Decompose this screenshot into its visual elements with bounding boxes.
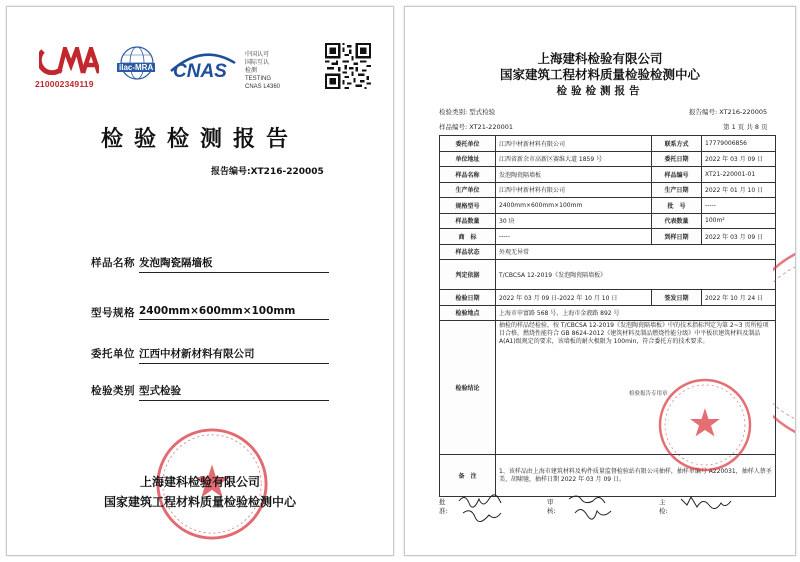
field-label: 型号规格 <box>91 307 135 319</box>
table-value: 2022 年 01 月 10 日 <box>702 182 776 198</box>
sign-label: 审核: <box>547 498 556 515</box>
sample-name-row <box>91 255 331 271</box>
cma-mark-icon <box>39 47 99 75</box>
table-label: 批 号 <box>652 198 702 214</box>
table-label: 判定依据 <box>440 260 496 290</box>
handwritten-signature-icon <box>565 489 625 523</box>
report-detail-page <box>404 6 796 556</box>
table-row <box>440 198 776 214</box>
sign-label: 批准: <box>439 498 448 515</box>
report-number: 报告编号: XT216-220005 <box>689 108 768 116</box>
table-row <box>440 136 776 152</box>
table-value: 30 块 <box>496 213 652 229</box>
table-label: 检验地点 <box>440 305 496 321</box>
sample-number: 样品编号: XT21-220001 <box>439 123 513 131</box>
table-row <box>440 290 776 306</box>
perforation-seal-icon <box>773 243 796 443</box>
ilac-mra-logo <box>113 45 161 95</box>
cnas-wordmark: CNAS <box>173 61 227 79</box>
table-value: 2400mm×600mm×100mm <box>496 198 652 214</box>
table-value: 上海市申富路 568 号，上海市金液路 892 号 <box>496 305 776 321</box>
report-cover-page <box>6 6 394 556</box>
table-label: 检验结论 <box>440 321 496 455</box>
table-row <box>440 229 776 245</box>
table-value: 2022 年 03 月 09 日 <box>702 229 776 245</box>
field-label: 样品名称 <box>91 257 135 269</box>
client-row <box>91 346 331 362</box>
table-label: 商 标 <box>440 229 496 245</box>
org-name-line: 上海建科检验有限公司 <box>537 51 663 66</box>
field-label: 委托单位 <box>91 348 135 360</box>
table-value: 江西中材新材料有限公司 <box>496 136 652 152</box>
table-label: 样品编号 <box>652 167 702 183</box>
table-label: 代表数量 <box>652 213 702 229</box>
table-label: 备 注 <box>440 455 496 497</box>
report-number: 报告编号:XT216-220005 <box>211 167 324 177</box>
table-value: 发泡陶瓷隔墙板 <box>496 167 652 183</box>
field-value: 2400mm×600mm×100mm <box>139 305 329 320</box>
qr-code-icon <box>325 43 371 89</box>
table-value: 江西中材新材料有限公司 <box>496 182 652 198</box>
ilac-label: ilac-MRA <box>119 63 154 72</box>
table-value: 2022 年 10 月 24 日 <box>702 290 776 306</box>
cma-number: 210002349119 <box>35 79 94 89</box>
inspection-type: 检验类别: 型式检验 <box>439 108 496 116</box>
table-value: 2022 年 03 月 09 日-2022 年 10 月 10 日 <box>496 290 652 306</box>
cnas-info-line: 国际互认 <box>245 60 270 66</box>
table-value: 17779006856 <box>702 136 776 152</box>
table-value: 2022 年 03 月 09 日 <box>702 151 776 167</box>
table-value: 100m² <box>702 213 776 229</box>
table-label: 样品状态 <box>440 244 496 260</box>
org-name-line: 国家建筑工程材料质量检验检测中心 <box>103 495 296 509</box>
cnas-info-line: 检测 <box>245 68 258 74</box>
seal-note: 检验报告专用章 <box>629 391 668 397</box>
field-value: 江西中材新材料有限公司 <box>139 346 329 364</box>
table-value: ----- <box>702 198 776 214</box>
cnas-info-line: TESTING <box>245 76 272 82</box>
report-title: 检验检测报告 <box>100 126 299 152</box>
cnas-info-line: 中国认可 <box>245 52 270 58</box>
table-label: 样品名称 <box>440 167 496 183</box>
handwritten-signature-icon <box>457 489 517 523</box>
table-value: XT21-220001-01 <box>702 167 776 183</box>
field-label: 检验类别 <box>91 385 135 397</box>
field-value: 发泡陶瓷隔墙板 <box>139 255 329 273</box>
cnas-mark-icon <box>169 51 237 79</box>
org-name-line: 国家建筑工程材料质量检验检测中心 <box>499 67 700 82</box>
table-value: 1、该样品由上海市建筑材料及构件质量监督检验站有限公司抽样，抽样单编号 A220031，抽样人蔡圣美、胡啸驰，抽样日期 2022 年 03 月 09 日。 <box>496 455 776 497</box>
table-row <box>440 167 776 183</box>
table-label: 规格型号 <box>440 198 496 214</box>
table-label: 检验日期 <box>440 290 496 306</box>
table-label: 单位地址 <box>440 151 496 167</box>
table-label: 生产单位 <box>440 182 496 198</box>
table-label: 到样日期 <box>652 229 702 245</box>
table-row <box>440 305 776 321</box>
table-label: 签发日期 <box>652 290 702 306</box>
field-value: 型式检验 <box>139 383 329 401</box>
table-label: 样品数量 <box>440 213 496 229</box>
model-spec-row <box>91 305 331 321</box>
cnas-info-line: CNAS L4360 <box>245 84 281 90</box>
accreditation-logos <box>35 45 375 101</box>
conclusion-text: 抽检的样品经检验，按 T/CBCSA 12-2019《发泡陶瓷隔墙板》中的技术指标判定为第 2~3 页所检项目合格，燃烧性能符合 GB 8624-2012《建筑材料及制品燃烧性能分级》中平板状建筑材料及制品 A(A1)级规定的要求，该墙板的耐火极限为 100min，符合委托方的技术要求。 <box>499 322 769 345</box>
cnas-logo <box>169 45 241 97</box>
table-value: 江西省新余市高新区赛维大道 1859 号 <box>496 151 652 167</box>
table-row <box>440 151 776 167</box>
org-name-line: 上海建科检验有限公司 <box>139 475 260 489</box>
report-title: 检验检测报告 <box>556 85 644 97</box>
inspection-seal-icon <box>655 375 755 475</box>
table-value: 外观无异常 <box>496 244 776 260</box>
sign-label: 主检: <box>659 498 668 515</box>
table-row <box>440 213 776 229</box>
table-label: 联系方式 <box>652 136 702 152</box>
table-label: 委托单位 <box>440 136 496 152</box>
page-indicator: 第 1 页 共 8 页 <box>723 123 768 131</box>
table-value: T/CBCSA 12-2019《发泡陶瓷隔墙板》 <box>496 260 776 290</box>
handwritten-signature-icon <box>677 489 737 523</box>
table-value: ----- <box>496 229 652 245</box>
cma-logo <box>35 45 105 97</box>
table-label: 生产日期 <box>652 182 702 198</box>
signature-row <box>439 493 775 533</box>
inspection-type-row <box>91 383 331 399</box>
table-row <box>440 244 776 260</box>
cnas-info <box>245 51 280 91</box>
table-row <box>440 182 776 198</box>
table-label: 委托日期 <box>652 151 702 167</box>
table-row <box>440 260 776 290</box>
